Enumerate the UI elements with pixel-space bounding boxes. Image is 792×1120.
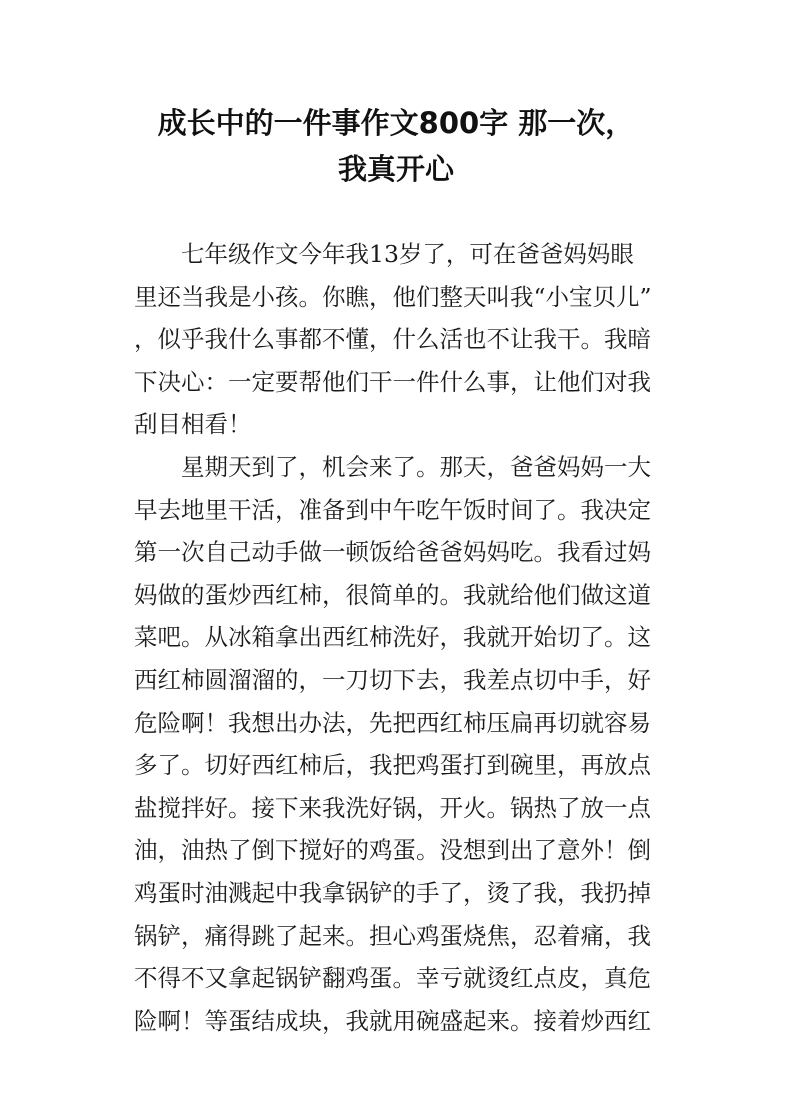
- text-line: 多了。切好西红柿后，我把鸡蛋打到碗里，再放点: [134, 751, 651, 780]
- text-line: 不得不又拿起锅铲翻鸡蛋。幸亏就烫红点皮，真危: [134, 964, 651, 993]
- text-line: 妈做的蛋炒西红柿，很简单的。我就给他们做这道: [134, 580, 651, 609]
- paragraph-2: [134, 446, 664, 1042]
- text-line: 西红柿圆溜溜的，一刀切下去，我差点切中手，好: [134, 665, 651, 694]
- paragraph-1: [134, 233, 664, 446]
- text-line: ，似乎我什么事都不懂，什么活也不让我干。我暗: [134, 325, 651, 354]
- text-line: 盐搅拌好。接下来我洗好锅，开火。锅热了放一点: [134, 793, 651, 822]
- text-line: 锅铲，痛得跳了起来。担心鸡蛋烧焦，忍着痛，我: [134, 921, 651, 950]
- text-line: 险啊！等蛋结成块，我就用碗盛起来。接着炒西红: [134, 1006, 651, 1035]
- text-line: 下决心：一定要帮他们干一件什么事，让他们对我: [134, 367, 651, 396]
- article-body: [134, 233, 664, 1042]
- text-line: 七年级作文今年我13岁了，可在爸爸妈妈眼: [134, 240, 634, 268]
- title-line-2: 我真开心: [337, 152, 454, 186]
- text-line: 危险啊！我想出办法，先把西红柿压扁再切就容易: [134, 708, 651, 737]
- text-line: 早去地里干活，准备到中午吃午饭时间了。我决定: [134, 495, 651, 524]
- text-line: 鸡蛋时油溅起中我拿锅铲的手了，烫了我，我扔掉: [134, 878, 651, 907]
- text-line: 里还当我是小孩。你瞧，他们整天叫我“小宝贝儿”: [134, 282, 652, 311]
- text-line: 第一次自己动手做一顿饭给爸爸妈妈吃。我看过妈: [134, 538, 651, 567]
- text-line: 刮目相看！: [134, 410, 252, 439]
- text-line: 菜吧。从冰箱拿出西红柿洗好，我就开始切了。这: [134, 623, 651, 652]
- text-line: 星期天到了，机会来了。那天，爸爸妈妈一大: [134, 452, 651, 481]
- page-title: [60, 100, 732, 192]
- text-line: 油，油热了倒下搅好的鸡蛋。没想到出了意外！倒: [134, 836, 651, 865]
- title-line-1: 成长中的一件事作文800字 那一次，: [157, 106, 635, 140]
